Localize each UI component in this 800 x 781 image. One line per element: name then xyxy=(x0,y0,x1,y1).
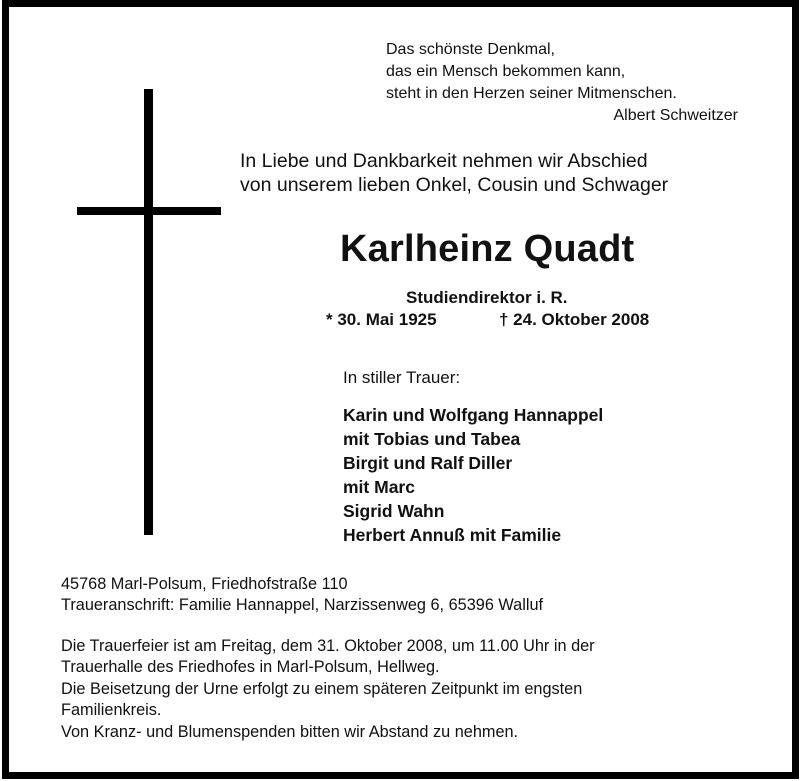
address-line: 45768 Marl-Polsum, Friedhofstraße 110 xyxy=(61,575,348,593)
notes-line: Die Trauerfeier ist am Freitag, dem 31. Oktober 2008, um 11.00 Uhr in der xyxy=(61,637,595,655)
intro-line: In Liebe und Dankbarkeit nehmen wir Abschied xyxy=(240,150,648,172)
mourner-line: Herbert Annuß mit Familie xyxy=(343,525,562,545)
intro-line: von unserem lieben Onkel, Cousin und Schwager xyxy=(240,174,669,196)
deceased-name: Karlheinz Quadt xyxy=(340,228,635,270)
mourner-line: Sigrid Wahn xyxy=(343,501,445,521)
quote-line: das ein Mensch bekommen kann, xyxy=(386,63,626,80)
mourner-line: mit Tobias und Tabea xyxy=(343,429,521,449)
address-line: Traueranschrift: Familie Hannappel, Narzissenweg 6, 65396 Walluf xyxy=(61,596,544,614)
cross-vertical-bar xyxy=(144,89,153,535)
quote-author: Albert Schweitzer xyxy=(613,107,738,124)
notes-line: Die Beisetzung der Urne erfolgt zu einem späteren Zeitpunkt im engsten xyxy=(61,680,583,698)
notes-line: Von Kranz- und Blumenspenden bitten wir Abstand zu nehmen. xyxy=(61,723,519,741)
mourner-line: Birgit und Ralf Diller xyxy=(343,453,513,473)
notes-line: Familienkreis. xyxy=(61,701,162,719)
mourners-label: In stiller Trauer: xyxy=(343,368,461,387)
birth-date: * 30. Mai 1925 xyxy=(326,310,437,329)
notes-line: Trauerhalle des Friedhofes in Marl-Polsum, Hellweg. xyxy=(61,658,440,676)
deceased-title: Studiendirektor i. R. xyxy=(406,288,568,307)
mourner-line: mit Marc xyxy=(343,477,415,497)
death-date: † 24. Oktober 2008 xyxy=(499,310,650,329)
mourner-line: Karin und Wolfgang Hannappel xyxy=(343,405,604,425)
quote-line: steht in den Herzen seiner Mitmenschen. xyxy=(386,85,677,102)
quote-line: Das schönste Denkmal, xyxy=(386,41,555,58)
cross-horizontal-bar xyxy=(77,207,221,215)
